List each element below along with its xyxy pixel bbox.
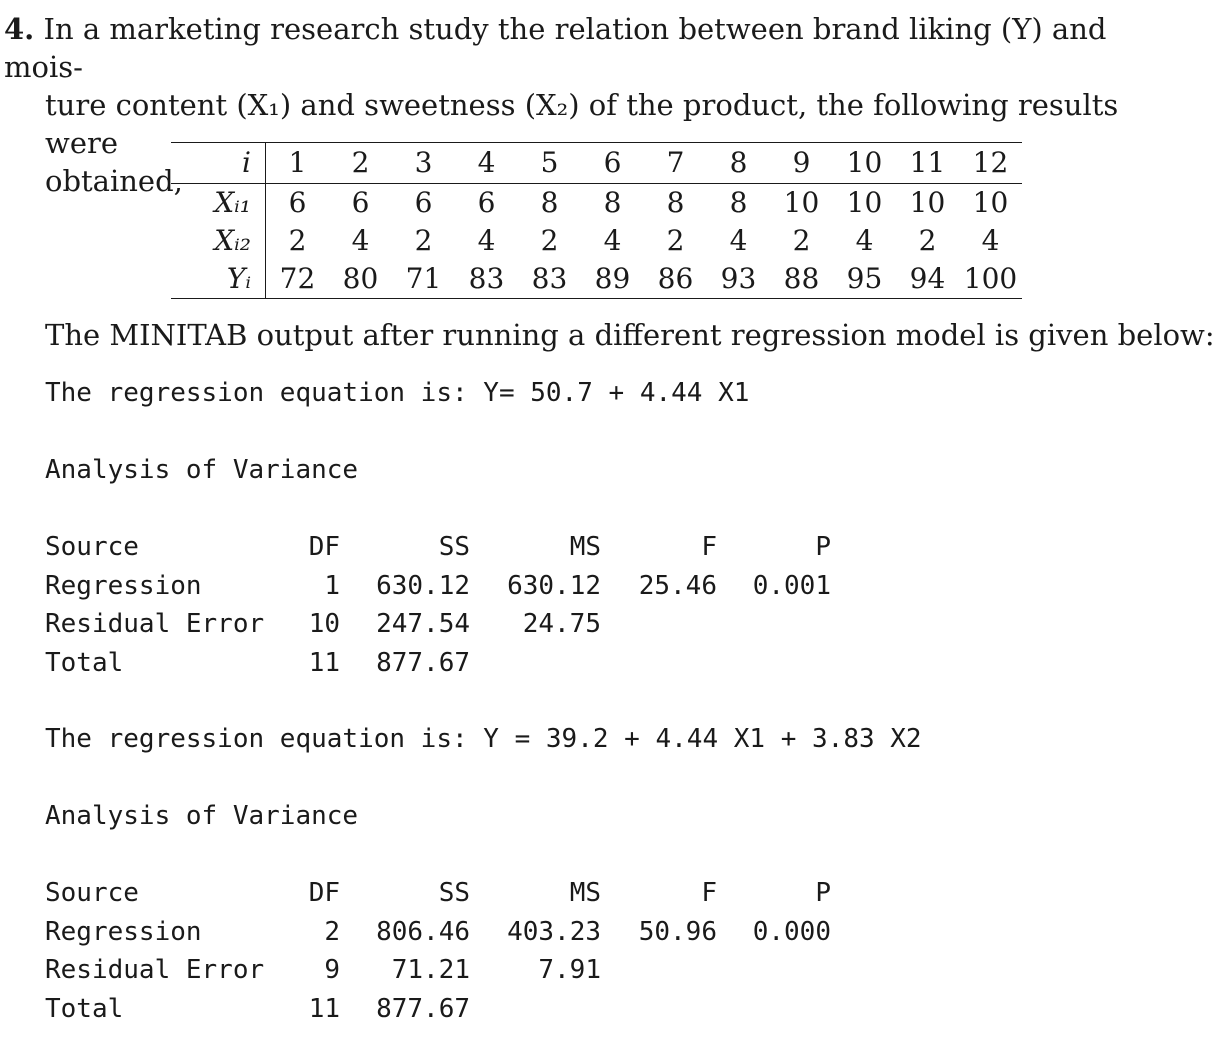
cell: 8 xyxy=(666,186,685,219)
cell: 11 xyxy=(896,143,959,184)
cell: 10 xyxy=(909,186,946,219)
cell: 4 xyxy=(455,143,518,184)
model1-equation: The regression equation is: Y= 50.7 + 4.44 X1 xyxy=(45,378,750,408)
cell: 4 xyxy=(729,224,748,257)
anova-row-regression xyxy=(45,917,865,956)
row-label-i: i xyxy=(171,143,266,184)
df: 1 xyxy=(324,570,340,601)
data-table xyxy=(171,142,1022,299)
header-df: DF xyxy=(308,532,340,562)
ss: 806.46 xyxy=(376,916,470,947)
cell: 2 xyxy=(918,224,937,257)
model1-anova-table xyxy=(45,532,865,686)
table-row-y xyxy=(171,260,1022,299)
cell: 4 xyxy=(855,224,874,257)
cell: 72 xyxy=(266,260,330,299)
problem-number: 4. xyxy=(4,12,35,46)
ss: 877.67 xyxy=(376,993,470,1024)
header-ms: MS xyxy=(569,532,601,562)
cell: 12 xyxy=(959,143,1022,184)
cell: 9 xyxy=(770,143,833,184)
header-p: P xyxy=(815,878,831,908)
ss: 247.54 xyxy=(376,609,470,639)
problem-line-3: obtained, xyxy=(45,164,183,198)
row-label-y: Yᵢ xyxy=(171,260,266,299)
problem-line-2: ture content (X₁) and sweetness (X₂) of the product, the following results were xyxy=(45,88,1119,160)
cell: 3 xyxy=(392,143,455,184)
source: Total xyxy=(45,647,124,678)
df: 11 xyxy=(308,647,340,678)
cell: 83 xyxy=(518,260,581,299)
minitab-intro: The MINITAB output after running a different regression model is given below: xyxy=(45,318,1215,352)
problem-text-1: In a marketing research study the relation between brand liking (Y) and mois- xyxy=(4,12,1107,84)
anova-header-row xyxy=(45,532,865,571)
cell: 5 xyxy=(518,143,581,184)
cell: 94 xyxy=(896,260,959,299)
cell: 80 xyxy=(329,260,392,299)
p: 0.001 xyxy=(752,570,831,601)
source: Residual Error xyxy=(45,609,265,639)
anova-row-residual xyxy=(45,609,865,648)
f: 25.46 xyxy=(638,570,717,601)
source: Regression xyxy=(45,916,202,947)
header-df: DF xyxy=(308,878,340,908)
cell: 1 xyxy=(266,143,330,184)
cell: 8 xyxy=(603,186,622,219)
cell: 93 xyxy=(707,260,770,299)
problem-line-1 xyxy=(4,10,1184,86)
cell: 8 xyxy=(707,143,770,184)
header-p: P xyxy=(815,532,831,562)
anova-row-total xyxy=(45,994,865,1033)
header-ms: MS xyxy=(569,878,601,908)
df: 10 xyxy=(308,609,340,639)
header-ss: SS xyxy=(438,532,470,562)
model2-equation: The regression equation is: Y = 39.2 + 4.44 X1 + 3.83 X2 xyxy=(45,724,922,754)
model2-anova-title: Analysis of Variance xyxy=(45,801,359,831)
cell: 6 xyxy=(581,143,644,184)
anova-header-row xyxy=(45,878,865,917)
cell: 6 xyxy=(288,186,307,219)
table-row-x2 xyxy=(171,222,1022,260)
cell: 6 xyxy=(477,186,496,219)
cell: 10 xyxy=(833,143,896,184)
header-f: F xyxy=(701,532,717,562)
model2-anova-table xyxy=(45,878,865,1032)
cell: 4 xyxy=(351,224,370,257)
cell: 8 xyxy=(729,186,748,219)
df: 2 xyxy=(324,916,340,947)
anova-row-total xyxy=(45,648,865,687)
header-source: Source xyxy=(45,878,139,908)
cell: 4 xyxy=(603,224,622,257)
cell: 7 xyxy=(644,143,707,184)
table-row-i xyxy=(171,143,1022,184)
ms: 7.91 xyxy=(538,955,601,985)
cell: 71 xyxy=(392,260,455,299)
f: 50.96 xyxy=(638,916,717,947)
cell: 100 xyxy=(959,260,1022,299)
row-label-x1: Xᵢ₁ xyxy=(171,184,266,223)
cell: 89 xyxy=(581,260,644,299)
ms: 403.23 xyxy=(507,916,601,947)
cell: 88 xyxy=(770,260,833,299)
header-f: F xyxy=(701,878,717,908)
cell: 83 xyxy=(455,260,518,299)
p: 0.000 xyxy=(752,916,831,947)
table-row-x1 xyxy=(171,184,1022,223)
cell: 2 xyxy=(414,224,433,257)
cell: 10 xyxy=(972,186,1009,219)
anova-row-residual xyxy=(45,955,865,994)
ss: 71.21 xyxy=(391,955,470,985)
cell: 2 xyxy=(540,224,559,257)
cell: 86 xyxy=(644,260,707,299)
cell: 10 xyxy=(846,186,883,219)
source: Residual Error xyxy=(45,955,265,985)
cell: 6 xyxy=(414,186,433,219)
ss: 877.67 xyxy=(376,647,470,678)
source: Total xyxy=(45,993,124,1024)
ms: 24.75 xyxy=(522,609,601,639)
cell: 95 xyxy=(833,260,896,299)
header-source: Source xyxy=(45,532,139,562)
df: 11 xyxy=(308,993,340,1024)
ss: 630.12 xyxy=(376,570,470,601)
cell: 6 xyxy=(351,186,370,219)
cell: 2 xyxy=(288,224,307,257)
cell: 10 xyxy=(783,186,820,219)
cell: 2 xyxy=(666,224,685,257)
cell: 8 xyxy=(540,186,559,219)
anova-row-regression xyxy=(45,571,865,610)
row-label-x2: Xᵢ₂ xyxy=(171,222,266,260)
df: 9 xyxy=(324,955,340,985)
cell: 4 xyxy=(477,224,496,257)
model1-anova-title: Analysis of Variance xyxy=(45,455,359,485)
cell: 2 xyxy=(792,224,811,257)
cell: 4 xyxy=(981,224,1000,257)
ms: 630.12 xyxy=(507,570,601,601)
header-ss: SS xyxy=(438,878,470,908)
cell: 2 xyxy=(329,143,392,184)
source: Regression xyxy=(45,570,202,601)
